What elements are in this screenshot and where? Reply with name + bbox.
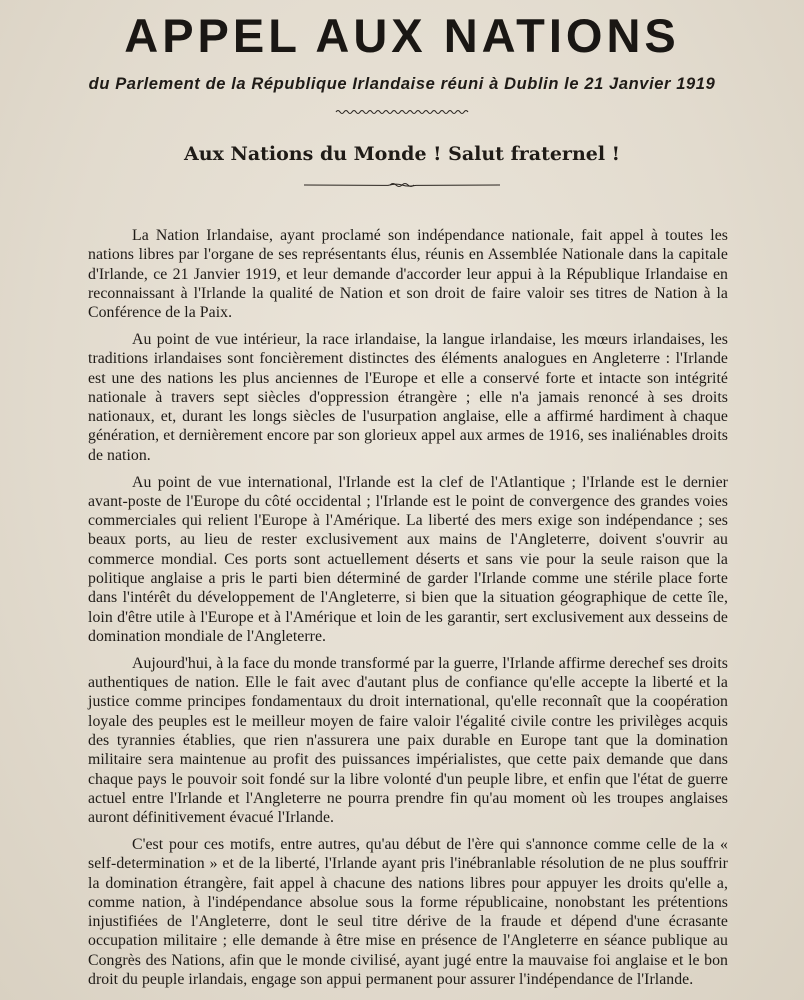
- paragraph-5: C'est pour ces motifs, entre autres, qu'au début de l'ère qui s'annonce comme celle de la « self-determination » et de la liberté, l'Irlande ayant pris l'inébranlable résolution de ne plus souffrir la domination étrangère, fait appel à chacune des nations libres pour appuyer les droits qu'elle a, comme nation, à l'indépendance absolue sous la forme républicaine, nonobstant les prétentions injustifiées de l'Angleterre, dont le seul titre dérive de la fraude et dépend d'une écrasante occupation militaire ; elle demande à être mise en présence de l'Angleterre en séance publique au Congrès des Nations, afin que le monde civilisé, ayant jugé entre la mauvaise foi anglaise et le bon droit du peuple irlandais, engage son appui permanent pour assurer l'indépendance de l'Irlande.: [88, 835, 728, 988]
- paragraph-4: Aujourd'hui, à la face du monde transformé par la guerre, l'Irlande affirme derechef ses droits authentiques de nation. Elle le fait avec d'autant plus de confiance qu'elle accepte la liberté et la justice comme principes fondamentaux du droit international, qu'elle reconnaît que la coopération loyale des peuples est le meilleur moyen de faire valoir l'égalité civile contre les privilèges acquis des tyrannies établies, que rien n'assurera une paix durable en Europe tant que la domination militaire sera maintenue au profit des puissances impérialistes, que cette paix demande que dans chaque pays le pouvoir soit fondé sur la libre volonté d'un peuple libre, et enfin que l'état de guerre actuel entre l'Irlande et l'Angleterre ne pourra prendre fin qu'au moment où les troupes anglaises auront définitivement évacué l'Irlande.: [88, 654, 728, 827]
- divider-ornament: [304, 180, 500, 190]
- paragraph-1: La Nation Irlandaise, ayant proclamé son indépendance nationale, fait appel à toutes les nations libres par l'organe de ses représentants élus, réunis en Assemblée Nationale dans la capitale d'Irlande, ce 21 Janvier 1919, et leur demande d'accorder leur appui à la République Irlandaise en reconnaissant à l'Irlande la qualité de Nation et son droit de faire valoir ses titres de Nation à la Conférence de la Paix.: [88, 227, 728, 322]
- salutation-heading: Aux Nations du Monde ! Salut fraternel !: [183, 143, 621, 165]
- paragraph-3: Au point de vue international, l'Irlande est la clef de l'Atlantique ; l'Irlande est le dernier avant-poste de l'Europe du côté occidental ; l'Irlande est le point de convergence des grandes voies commerciales qui relient l'Europe à l'Amérique. La liberté des mers exige son indépendance ; ses beaux ports, au lieu de rester exclusivement aux mains de l'Angleterre, doivent s'ouvrir au commerce mondial. Ces ports sont actuellement déserts et sans vie pour la seule raison que la politique anglaise a pris le parti bien déterminé de garder l'Irlande comme une stérile place forte dans l'intérêt du développement de l'Angleterre, si bien que la situation géographique de cette île, loin d'être utile à l'Europe et à l'Amérique et loin de les garantir, sert exclusivement aux desseins de domination mondiale de l'Angleterre.: [88, 473, 728, 645]
- proclamation-body: [88, 226, 728, 989]
- paragraph-2: Au point de vue intérieur, la race irlandaise, la langue irlandaise, les mœurs irlandaises, les traditions irlandaises sont foncièrement distinctes des éléments analogues en Angleterre : l'Irlande est une des nations les plus anciennes de l'Europe et elle a conservé forte et intacte son intégrité nationale à travers sept siècles d'oppression étrangère ; elle n'a jamais renoncé à ses droits nationaux, et, durant les longs siècles de l'usurpation anglaise, elle a affirmé hardiment à chaque génération, et dernièrement encore par son glorieux appel aux armes de 1916, ses inaliénables droits de nation.: [88, 330, 728, 464]
- page-subtitle: du Parlement de la République Irlandaise réuni à Dublin le 21 Janvier 1919: [88, 75, 716, 93]
- wavy-rule-ornament: [334, 108, 470, 116]
- page-title: APPEL AUX NATIONS: [124, 9, 680, 62]
